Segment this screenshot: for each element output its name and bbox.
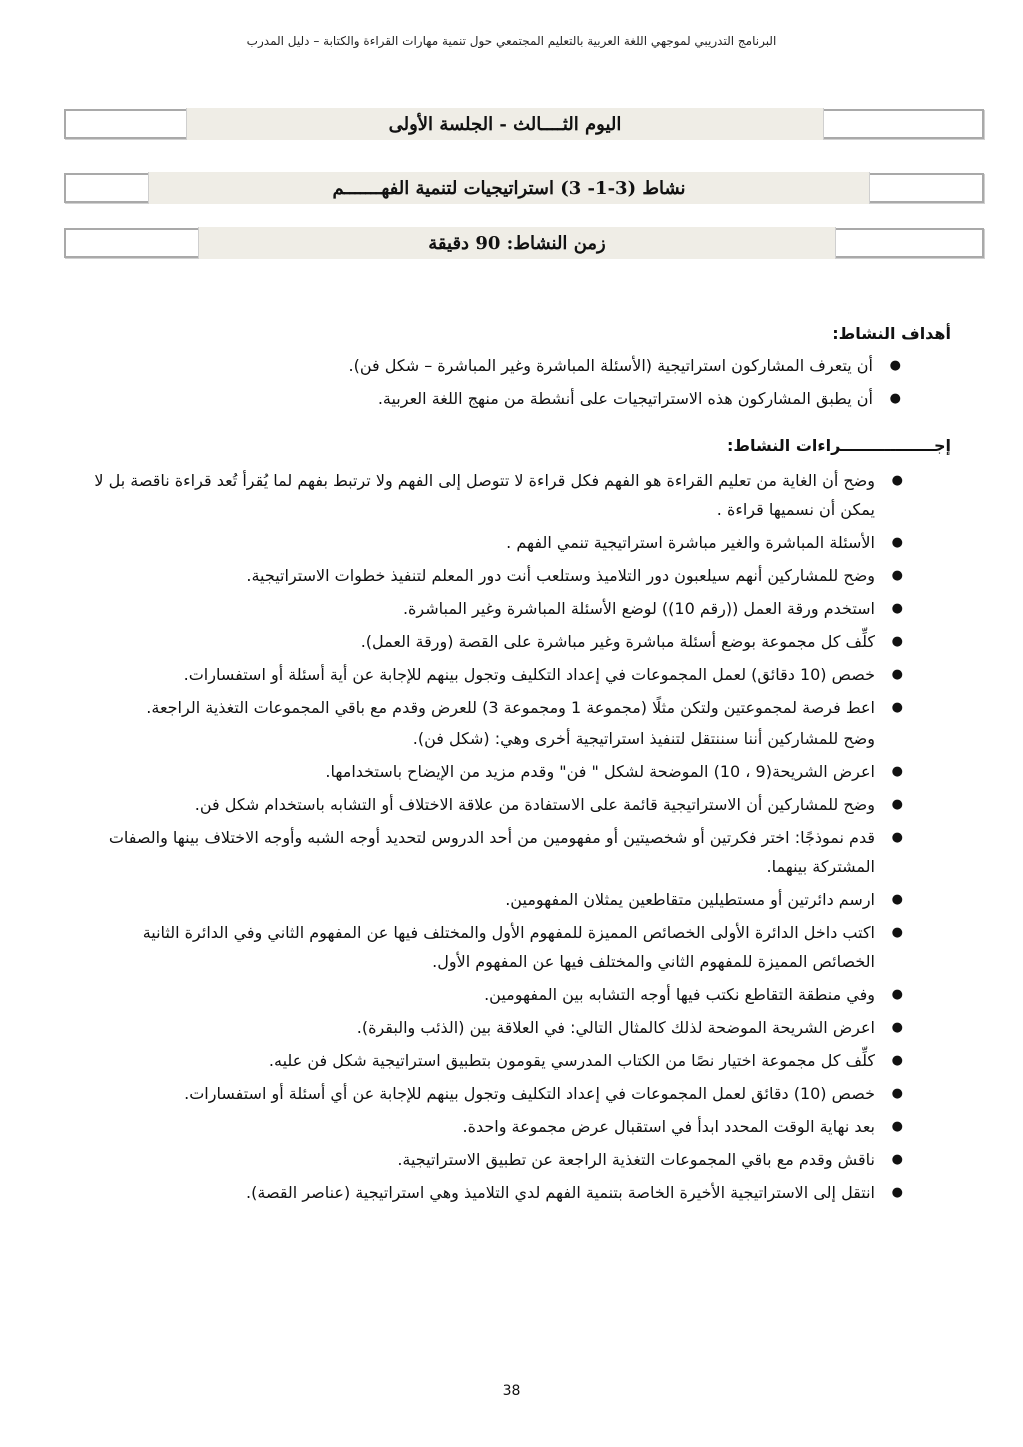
list-item xyxy=(85,660,903,689)
list-item xyxy=(85,757,903,786)
list-item-text: الأسئلة المباشرة والغير مباشرة استراتيجية تنمي الفهم . xyxy=(506,533,875,552)
bullet-icon: ● xyxy=(891,925,903,940)
list-item-text: كلِّف كل مجموعة بوضع أسئلة مباشرة وغير مباشرة على القصة (ورقة العمل). xyxy=(360,632,875,651)
list-item-text: وفي منطقة التقاطع نكتب فيها أوجه التشابه بين المفهومين. xyxy=(484,985,875,1004)
list-item xyxy=(85,466,903,524)
bullet-icon: ● xyxy=(891,1119,903,1134)
list-item-text: اكتب داخل الدائرة الأولى الخصائص المميزة للمفهوم الأول والمختلف فيها عن المفهوم الثاني وفي الدائرة الثانية الخصائص المميزة للمفهوم الثاني والمختلف فيها عن المفهوم الأول. xyxy=(142,923,875,971)
list-item xyxy=(85,1145,903,1174)
list-item xyxy=(85,627,903,656)
list-item-text: بعد نهاية الوقت المحدد ابدأ في استقبال عرض مجموعة واحدة. xyxy=(462,1117,875,1136)
list-item xyxy=(85,790,903,819)
bullet-icon: ● xyxy=(891,1086,903,1101)
list-item xyxy=(85,1013,903,1042)
list-item-text: خصص (10 دقائق) لعمل المجموعات في إعداد التكليف وتجول بينهم للإجابة عن أية أسئلة أو استفسارات. xyxy=(183,665,875,684)
list-item xyxy=(85,980,903,1009)
list-item-text: اعرض الشريحة(9 ، 10) الموضحة لشكل " فن" وقدم مزيد من الإيضاح باستخدامها. xyxy=(325,762,875,781)
bullet-icon: ● xyxy=(891,667,903,682)
list-item-text: أن يتعرف المشاركون استراتيجية (الأسئلة المباشرة وغير المباشرة – شكل فن). xyxy=(348,356,873,375)
list-item xyxy=(85,693,903,722)
list-item-text: انتقل إلى الاستراتيجية الأخيرة الخاصة بتنمية الفهم لدي التلاميذ وهي استراتيجية (عناصر القصة). xyxy=(246,1183,875,1202)
list-item-text: ناقش وقدم مع باقي المجموعات التغذية الراجعة عن تطبيق الاستراتيجية. xyxy=(397,1150,875,1169)
list-item xyxy=(85,1046,903,1075)
goals-list xyxy=(173,351,901,417)
list-item xyxy=(85,1079,903,1108)
goals-heading: أهداف النشاط: xyxy=(832,324,951,343)
procedures-heading: إجـــــــــــــــــراءات النشاط: xyxy=(726,436,951,455)
bullet-icon: ● xyxy=(891,601,903,616)
list-item-text: اعرض الشريحة الموضحة لذلك كالمثال التالي: في العلاقة بين (الذئب والبقرة). xyxy=(356,1018,875,1037)
list-item xyxy=(85,594,903,623)
list-item-text: كلِّف كل مجموعة اختيار نصًا من الكتاب المدرسي يقومون بتطبيق استراتيجية شكل فن عليه. xyxy=(268,1051,875,1070)
running-header: البرنامج التدريبي لموجهي اللغة العربية بالتعليم المجتمعي حول تنمية مهارات القراءة والكتابة – دليل المدرب xyxy=(246,34,777,48)
bullet-icon: ● xyxy=(891,987,903,1002)
bullet-icon: ● xyxy=(889,358,901,373)
bullet-icon: ● xyxy=(891,797,903,812)
list-item xyxy=(85,724,875,753)
list-item xyxy=(173,384,901,413)
list-item-text: وضح أن الغاية من تعليم القراءة هو الفهم فكل قراءة لا تتوصل إلى الفهم ولا ترتبط بفهم لما يُقرأ تُعد قراءة ناقصة بل لا يمكن أن نسميها قراءة . xyxy=(94,471,875,519)
list-item-text: اعط فرصة لمجموعتين ولتكن مثلًا (مجموعة 1 ومجموعة 3) للعرض وقدم مع باقي المجموعات التغذية الراجعة. xyxy=(146,698,875,717)
list-item-text: أن يطبق المشاركون هذه الاستراتيجيات على أنشطة من منهج اللغة العربية. xyxy=(377,389,873,408)
day-title: اليوم الثــــالث - الجلسة الأولى xyxy=(186,108,824,140)
bullet-icon: ● xyxy=(891,700,903,715)
list-item-text: خصص (10) دقائق لعمل المجموعات في إعداد التكليف وتجول بينهم للإجابة عن أي أسئلة أو استفسارات. xyxy=(184,1084,875,1103)
bullet-icon: ● xyxy=(891,1185,903,1200)
duration-banner xyxy=(64,228,984,258)
list-item-text: قدم نموذجًا: اختر فكرتين أو شخصيتين أو مفهومين من أحد الدروس لتحديد أوجه الشبه وأوجه الاختلاف بينها والصفات المشتركة بينهما. xyxy=(108,828,875,876)
bullet-icon: ● xyxy=(891,1152,903,1167)
bullet-icon: ● xyxy=(891,1020,903,1035)
list-item xyxy=(85,823,903,881)
bullet-icon: ● xyxy=(891,473,903,488)
bullet-icon: ● xyxy=(891,830,903,845)
list-item xyxy=(173,351,901,380)
page-number: 38 xyxy=(502,1383,521,1399)
activity-title: نشاط (3-1- 3) استراتيجيات لتنمية الفهـــــــم xyxy=(148,172,870,204)
list-item xyxy=(85,1178,903,1207)
bullet-icon: ● xyxy=(891,634,903,649)
activity-banner xyxy=(64,173,984,203)
list-item xyxy=(85,1112,903,1141)
list-item-text: وضح للمشاركين أننا سننتقل لتنفيذ استراتيجية أخرى وهي: (شكل فن). xyxy=(412,729,875,748)
bullet-icon: ● xyxy=(891,1053,903,1068)
bullet-icon: ● xyxy=(891,892,903,907)
list-item-text: وضح للمشاركين أنهم سيلعبون دور التلاميذ وستلعب أنت دور المعلم لتنفيذ خطوات الاستراتيجية. xyxy=(246,566,875,585)
bullet-icon: ● xyxy=(891,535,903,550)
bullet-icon: ● xyxy=(889,391,901,406)
procedures-list xyxy=(85,466,903,1211)
list-item-text: وضح للمشاركين أن الاستراتيجية قائمة على الاستفادة من علاقة الاختلاف أو التشابه باستخدام شكل فن. xyxy=(194,795,875,814)
list-item xyxy=(85,885,903,914)
bullet-icon: ● xyxy=(891,568,903,583)
list-item xyxy=(85,528,903,557)
list-item xyxy=(85,561,903,590)
list-item-text: استخدم ورقة العمل ((رقم 10)) لوضع الأسئلة المباشرة وغير المباشرة. xyxy=(402,599,875,618)
list-item-text: ارسم دائرتين أو مستطيلين متقاطعين يمثلان المفهومين. xyxy=(505,890,875,909)
day-banner xyxy=(64,109,984,139)
list-item xyxy=(85,918,903,976)
activity-duration: زمن النشاط: 90 دقيقة xyxy=(198,227,836,259)
bullet-icon: ● xyxy=(891,764,903,779)
